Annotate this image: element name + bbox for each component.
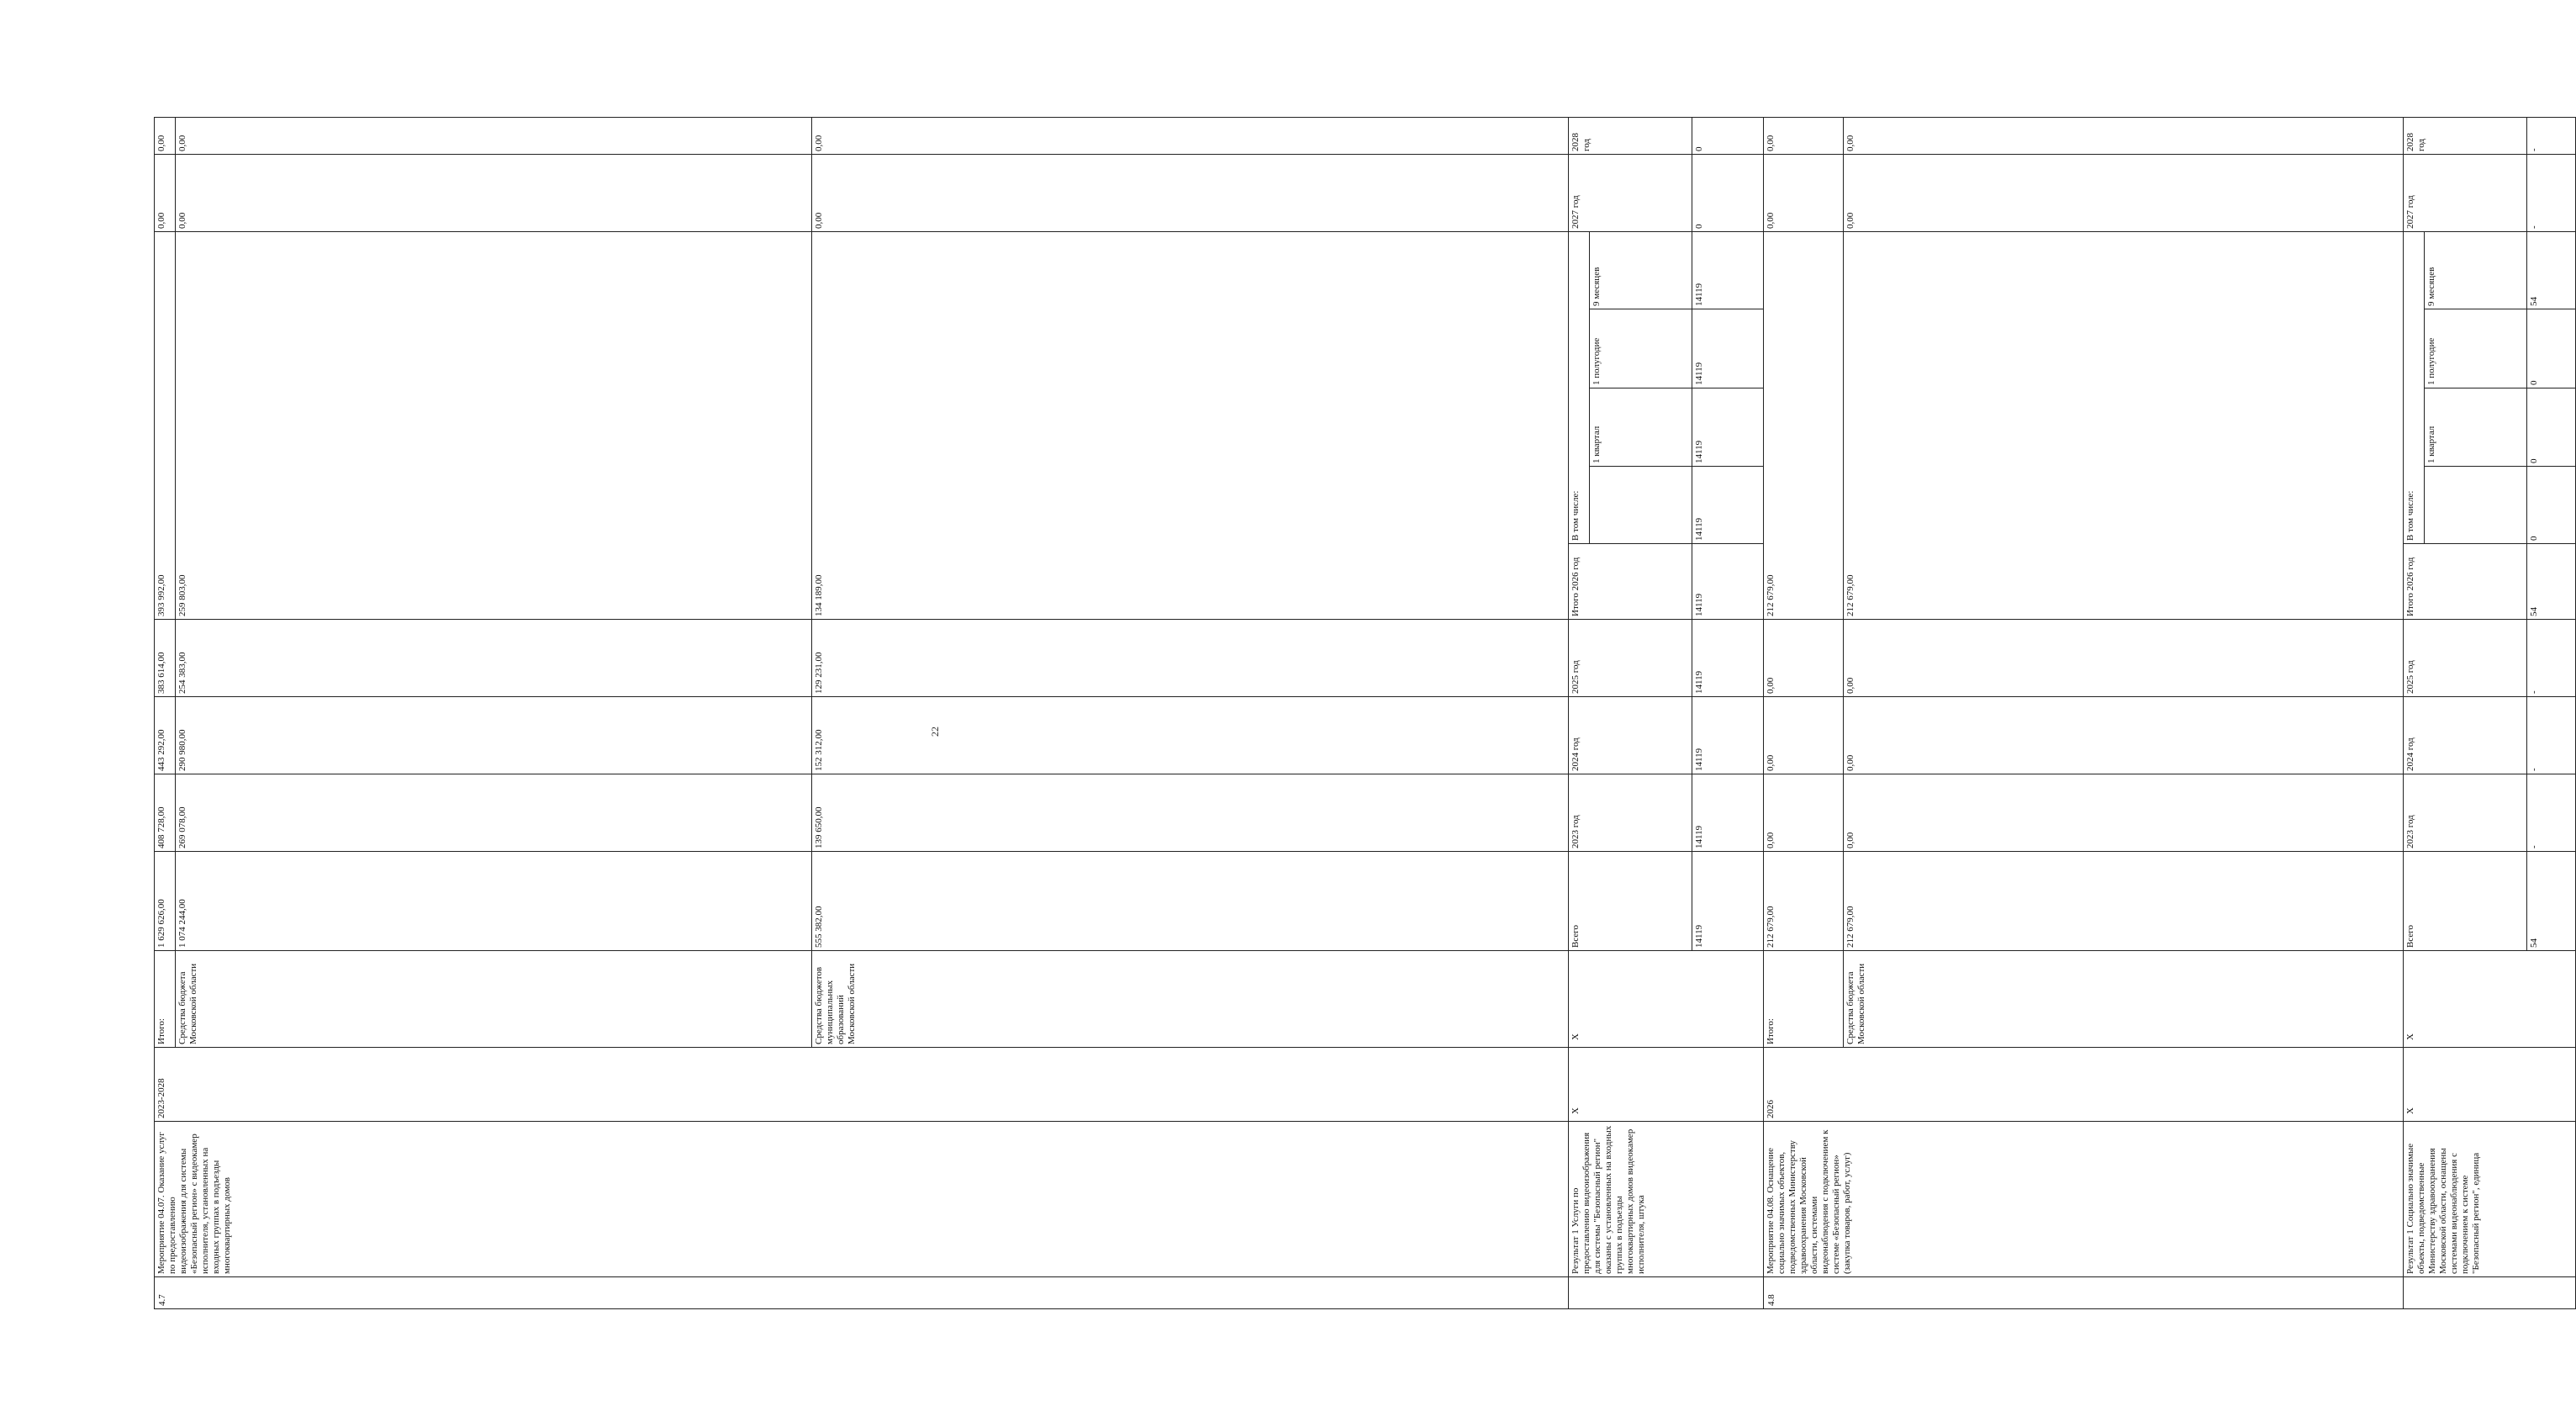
total-2023: 408 728,00	[155, 774, 176, 852]
header-itogo-2026: Итого 2026 год	[2404, 544, 2527, 620]
header-2024: 2024 год	[2404, 697, 2527, 774]
header-2025: 2025 год	[2404, 620, 2527, 697]
header-itogo-2026: Итого 2026 год	[1569, 544, 1692, 620]
header-2028: 2028 год	[1569, 117, 1692, 154]
result-2027: -	[2526, 154, 2575, 231]
header-9m: 9 месяцев	[2425, 231, 2527, 309]
result-q1: 0	[2526, 467, 2575, 544]
total-2025: 383 614,00	[155, 620, 176, 697]
result-9m: 0	[2526, 309, 2575, 388]
total-all: 1 629 626,00	[155, 852, 176, 951]
funding-source: Средства бюджета Московской области	[176, 951, 812, 1048]
total-label: Итого:	[155, 951, 176, 1048]
header-2027: 2027 год	[2404, 154, 2527, 231]
event-name: Мероприятие 04.07. Оказание услуг по предоставлению видеоизображения для системы «Безопасный регион» с видеокамер исполнителя, установленных на входных группах в подъезды многоквартирных домов	[155, 1122, 1569, 1277]
mo-2026: 259 803,00	[176, 231, 812, 619]
x-mark: X	[2404, 951, 2576, 1048]
mun-2027: 0,00	[812, 154, 1569, 231]
header-h1: 1 полугодие	[1590, 309, 1692, 388]
result-all: 14119	[1692, 852, 1763, 951]
page-number: 22	[929, 727, 941, 737]
x-mark: X	[1569, 951, 1764, 1048]
mun-2023: 139 650,00	[812, 774, 1569, 852]
funding-source: Средства бюджетов муниципальных образований Московской области	[812, 951, 1569, 1048]
mun-2025: 129 231,00	[812, 620, 1569, 697]
row-4-7-result-header	[1569, 117, 1590, 1308]
total-2027: 0,00	[155, 154, 176, 231]
mun-2024: 152 312,00	[812, 697, 1569, 774]
mo-2024: 290 980,00	[176, 697, 812, 774]
event-years: 2023-2028	[155, 1048, 1569, 1122]
row-4-8-total	[1763, 117, 1843, 1308]
header-2025: 2025 год	[1569, 620, 1692, 697]
total-2025: 0,00	[1763, 620, 1843, 697]
result-2028: -	[2526, 117, 2575, 154]
blank-cell	[1590, 467, 1692, 544]
mo-2026: 212 679,00	[1843, 231, 2403, 619]
x-mark: X	[2404, 1048, 2576, 1122]
mo-2027: 0,00	[1843, 154, 2403, 231]
result-2023: -	[2526, 774, 2575, 852]
total-all: 212 679,00	[1763, 852, 1843, 951]
header-2023: 2023 год	[2404, 774, 2527, 852]
header-q1: 1 квартал	[1590, 388, 1692, 467]
mo-2023: 269 078,00	[176, 774, 812, 852]
mo-2025: 254 383,00	[176, 620, 812, 697]
result-2028: 0	[1692, 117, 1763, 154]
total-2028: 0,00	[1763, 117, 1843, 154]
result-2023: 14119	[1692, 774, 1763, 852]
header-2028: 2028 год	[2404, 117, 2527, 154]
total-2026: 212 679,00	[1763, 231, 1843, 619]
event-number: 4.8	[1763, 1277, 2403, 1309]
result-h1: 14119	[1692, 388, 1763, 467]
event-name: Мероприятие 04.08. Оснащение социально значимых объектов, подведомственных Министерству здравоохранения Московской области, системами видеонаблюдения с подключением к системе «Безопасный регион» (закупка товаров, работ, услуг)	[1763, 1122, 2403, 1277]
result-name: Результат 1 Социально значимые объекты, подведомственные Министерству здравоохранения Московской области, оснащены системами видеонаблюдения с подключением к системе "Безопасный регион", единица	[2404, 1122, 2576, 1277]
result-12m: 14119	[1692, 231, 1763, 309]
funding-source: Средства бюджета Московской области	[1843, 951, 2403, 1048]
header-v-tom-chisle: В том числе:	[2404, 231, 2425, 543]
result-2025: -	[2526, 620, 2575, 697]
result-2025: 14119	[1692, 620, 1763, 697]
result-2027: 0	[1692, 154, 1763, 231]
total-2024: 0,00	[1763, 697, 1843, 774]
result-all: 54	[2526, 852, 2575, 951]
mun-2026: 134 189,00	[812, 231, 1569, 619]
budget-table	[154, 117, 2576, 1309]
result-2024: 14119	[1692, 697, 1763, 774]
blank-cell	[1569, 1277, 1764, 1309]
header-v-tom-chisle: В том числе:	[1569, 231, 1590, 543]
total-2028: 0,00	[155, 117, 176, 154]
header-q1: 1 квартал	[2425, 388, 2527, 467]
result-2026: 14119	[1692, 544, 1763, 620]
header-vsego: Всего	[2404, 852, 2527, 951]
header-2024: 2024 год	[1569, 697, 1692, 774]
result-2024: -	[2526, 697, 2575, 774]
mun-all: 555 382,00	[812, 852, 1569, 951]
total-2026: 393 992,00	[155, 231, 176, 619]
total-2027: 0,00	[1763, 154, 1843, 231]
mo-2025: 0,00	[1843, 620, 2403, 697]
mo-2027: 0,00	[176, 154, 812, 231]
mo-2023: 0,00	[1843, 774, 2403, 852]
result-2026: 54	[2526, 544, 2575, 620]
result-name: Результат 1 Услуги по предоставлению видеоизображения для системы "Безопасный регион" оказаны с установленных на входных группах в подъезды многоквартирных домов видеокамер исполнителя, штука	[1569, 1122, 1764, 1277]
header-2023: 2023 год	[1569, 774, 1692, 852]
result-q1: 14119	[1692, 467, 1763, 544]
blank-cell	[2404, 1277, 2576, 1309]
mo-2028: 0,00	[1843, 117, 2403, 154]
result-12m: 54	[2526, 231, 2575, 309]
mo-all: 1 074 244,00	[176, 852, 812, 951]
row-4-7-total	[155, 117, 176, 1308]
mo-2028: 0,00	[176, 117, 812, 154]
result-h1: 0	[2526, 388, 2575, 467]
total-2023: 0,00	[1763, 774, 1843, 852]
x-mark: X	[1569, 1048, 1764, 1122]
mo-2024: 0,00	[1843, 697, 2403, 774]
header-9m: 9 месяцев	[1590, 231, 1692, 309]
total-2024: 443 292,00	[155, 697, 176, 774]
header-h1: 1 полугодие	[2425, 309, 2527, 388]
mo-all: 212 679,00	[1843, 852, 2403, 951]
event-number: 4.7	[155, 1277, 1569, 1309]
event-years: 2026	[1763, 1048, 2403, 1122]
row-4-8-result-header	[2404, 117, 2425, 1308]
mun-2028: 0,00	[812, 117, 1569, 154]
header-vsego: Всего	[1569, 852, 1692, 951]
header-2027: 2027 год	[1569, 154, 1692, 231]
blank-cell	[2425, 467, 2527, 544]
total-label: Итого:	[1763, 951, 1843, 1048]
result-9m: 14119	[1692, 309, 1763, 388]
